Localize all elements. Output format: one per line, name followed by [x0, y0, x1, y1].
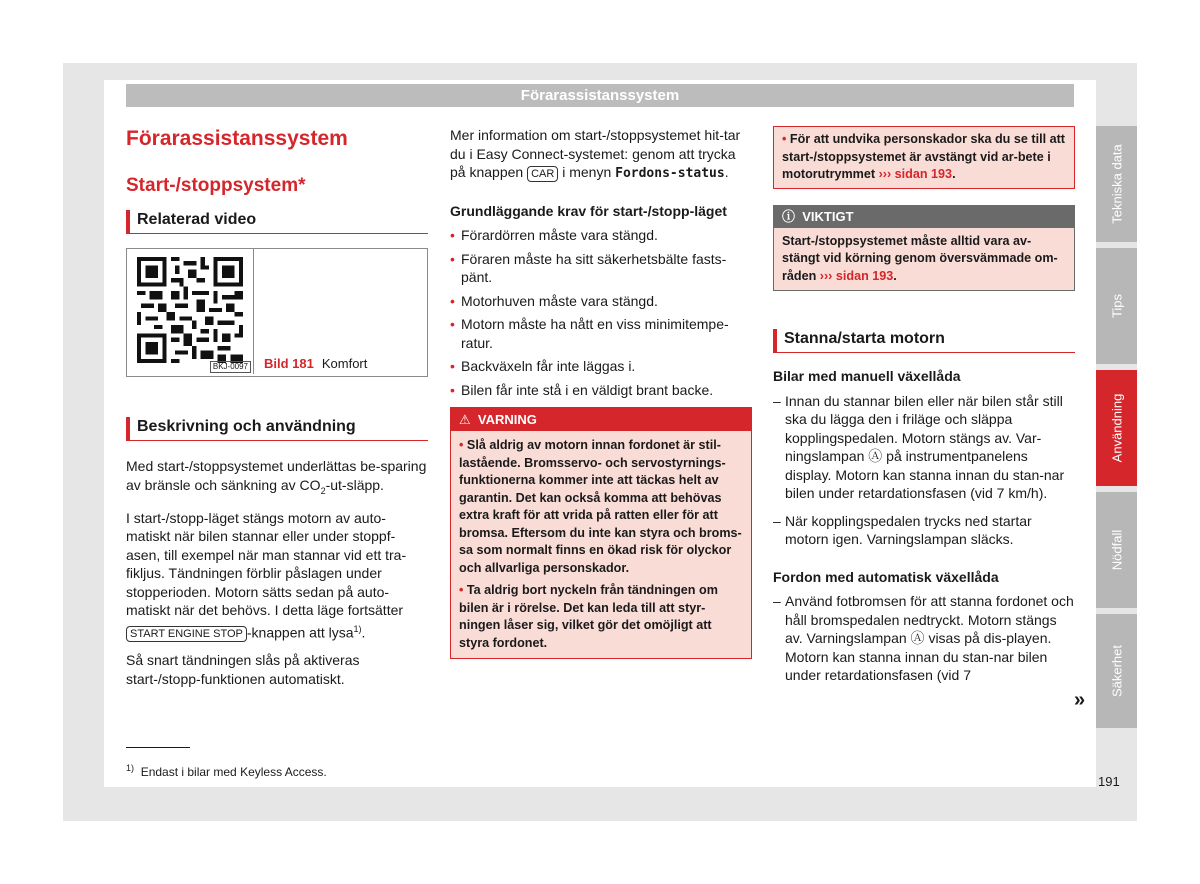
warning-body — [451, 431, 751, 658]
list-item: • Motorn måste ha nått en viss minimitempe-ratur. — [450, 316, 729, 351]
qr-code-icon[interactable] — [137, 257, 243, 363]
warning-box — [450, 407, 752, 659]
related-video-heading: Relaterad video — [126, 210, 428, 234]
paragraph-3: Så snart tändningen slås på aktiveras start-/stopp-funktionen automatiskt. — [126, 652, 360, 687]
warning-item: • Slå aldrig av motorn innan fordonet är stil-lastående. Bromsservo- och servostyrnings-funktionerna kommer inte att täckas helt av garantin. Det kan också komma att behövas extra kraft för att vrida på ratten eller för att bromsa. Eftersom du inte kan styra och broms-sa som normalt finns en ökad risk för olyckor och allvarliga personskador. — [459, 438, 742, 575]
figure-label: Bild 181 — [264, 356, 314, 371]
column-1 — [126, 126, 428, 688]
paragraph-2 — [126, 509, 428, 643]
page-link[interactable]: ››› sidan 193 — [878, 167, 953, 181]
tab-sakerhet[interactable]: Säkerhet — [1096, 614, 1137, 728]
tab-nodfall[interactable]: Nödfall — [1096, 492, 1137, 608]
paragraph-1-text-end: -ut-släpp. — [325, 476, 384, 493]
figure-box — [126, 248, 428, 377]
list-item: • Föraren måste ha sitt säkerhetsbälte fasts-pänt. — [450, 250, 727, 285]
footnote-ref[interactable]: 1) — [353, 623, 362, 634]
automatic-heading: Fordon med automatisk växellåda — [773, 568, 999, 585]
running-header: Förarassistanssystem — [126, 84, 1074, 107]
car-key: CAR — [527, 166, 558, 182]
section-title: Start-/stoppsystem* — [126, 175, 306, 196]
continue-chevron-icon: » — [1074, 689, 1086, 711]
footnote-text: Endast i bilar med Keyless Access. — [140, 765, 327, 779]
tab-anvandning[interactable]: Användning — [1096, 370, 1137, 486]
intro-text: Mer information om start-/stoppsystemet hit-tar du i Easy Connect-systemet: genom att trycka på knappen — [450, 127, 741, 180]
requirements-heading: Grundläggande krav för start-/stopp-läget — [450, 202, 727, 219]
warning-continuation-box: • För att undvika personskador ska du se till att start-/stoppsystemet är avstängt vid ar-bete i motorutrymmet ››› sidan 193. — [773, 126, 1075, 189]
intro-text-menu: i menyn — [562, 164, 612, 180]
important-box — [773, 205, 1075, 292]
page-number: 191 — [1098, 774, 1120, 789]
tab-tips[interactable]: Tips — [1096, 248, 1137, 364]
start-engine-stop-key: START ENGINE STOP — [126, 626, 247, 642]
list-item: – När kopplingspedalen trycks ned startar motorn igen. Varningslampan släcks. — [773, 512, 1032, 547]
co2-subscript: 2 — [320, 485, 326, 496]
column-3 — [773, 126, 1075, 685]
qr-frame — [127, 249, 254, 374]
description-heading: Beskrivning och användning — [126, 417, 428, 441]
warning-continuation-text: För att undvika personskador ska du se till att start-/stoppsystemet är avstängt vid ar-bete i motorutrymmet — [782, 132, 1065, 181]
important-text: Start-/stoppsystemet måste alltid vara av-stängt vid körning genom översvämmade om-råden — [782, 233, 1058, 283]
warning-triangle-icon: ⚠ — [459, 412, 471, 427]
intro-paragraph — [450, 126, 752, 184]
warning-title: VARNING — [477, 412, 537, 427]
footnote-mark: 1) — [126, 763, 135, 773]
important-header — [774, 206, 1074, 228]
tab-tekniska-data[interactable]: Tekniska data — [1096, 126, 1137, 242]
warning-continuation-period: . — [952, 167, 956, 181]
important-title: VIKTIGT — [802, 208, 854, 224]
important-body — [774, 228, 1074, 291]
list-item: • Bilen får inte stå i en väldigt brant backe. — [450, 381, 714, 398]
figure-caption — [264, 356, 367, 372]
info-icon: ⓘ — [782, 208, 796, 224]
list-item: – Använd fotbromsen för att stanna fordonet och håll bromspedalen nedtryckt. Motorn stängs av. Varningslampan Ⓐ visas på dis-playen. Motorn kan stanna innan du stan-nar bilen under retardationsfasen (vid 7 — [773, 593, 1074, 683]
warning-header — [451, 408, 751, 431]
paragraph-2-text: I start-/stopp-läget stängs motorn av auto-matiskt när bilen stannar eller under stoppf-asen, till exempel när man stannar vid ett tra-fikljus. Tändningen förblir påslagen under stopperioden. Motorn sätts sedan på auto-matiskt när det behövs. I detta läge fortsätter — [126, 509, 407, 619]
paragraph-1 — [126, 457, 428, 500]
list-item: – Innan du stannar bilen eller när bilen står still ska du lägga den i friläge och släppa kopplingspedalen. Motorn stängs av. Var-ningslampan Ⓐ på instrumentpanelens display. Motorn kan stanna innan du stan-nar bilen under retardationsfasen (vid 7 km/h). — [773, 392, 1065, 501]
qr-code-label: BKJ-0097 — [210, 361, 251, 373]
footnote — [126, 760, 327, 780]
paragraph-1-text: Med start-/stoppsystemet underlättas be-sparing av bränsle och sänkning av CO — [126, 458, 427, 493]
list-item: • Förardörren måste vara stängd. — [450, 227, 658, 243]
chapter-title: Förarassistanssystem — [126, 127, 348, 150]
requirements-list — [450, 226, 752, 399]
list-item: • Motorhuven måste vara stängd. — [450, 292, 658, 309]
stop-start-heading: Stanna/starta motorn — [773, 329, 1075, 353]
footnote-divider — [126, 747, 190, 748]
list-item: • Backväxeln får inte läggas i. — [450, 358, 636, 374]
manual-heading: Bilar med manuell växellåda — [773, 368, 961, 384]
warning-item: • Ta aldrig bort nyckeln från tändningen om bilen är i rörelse. Det kan leda till att styr-ningen låser sig, vilket gör det omöjligt att styra fordonet. — [459, 583, 718, 650]
column-2 — [450, 126, 752, 659]
important-period: . — [893, 268, 897, 283]
page-link[interactable]: ››› sidan 193 — [819, 268, 894, 283]
paragraph-2-text-end: -knappen att lysa — [246, 624, 354, 641]
menu-name: Fordons-status — [615, 166, 725, 181]
paragraph-2-period: . — [361, 624, 366, 641]
intro-period: . — [724, 164, 729, 180]
figure-caption-text: Komfort — [321, 356, 368, 371]
